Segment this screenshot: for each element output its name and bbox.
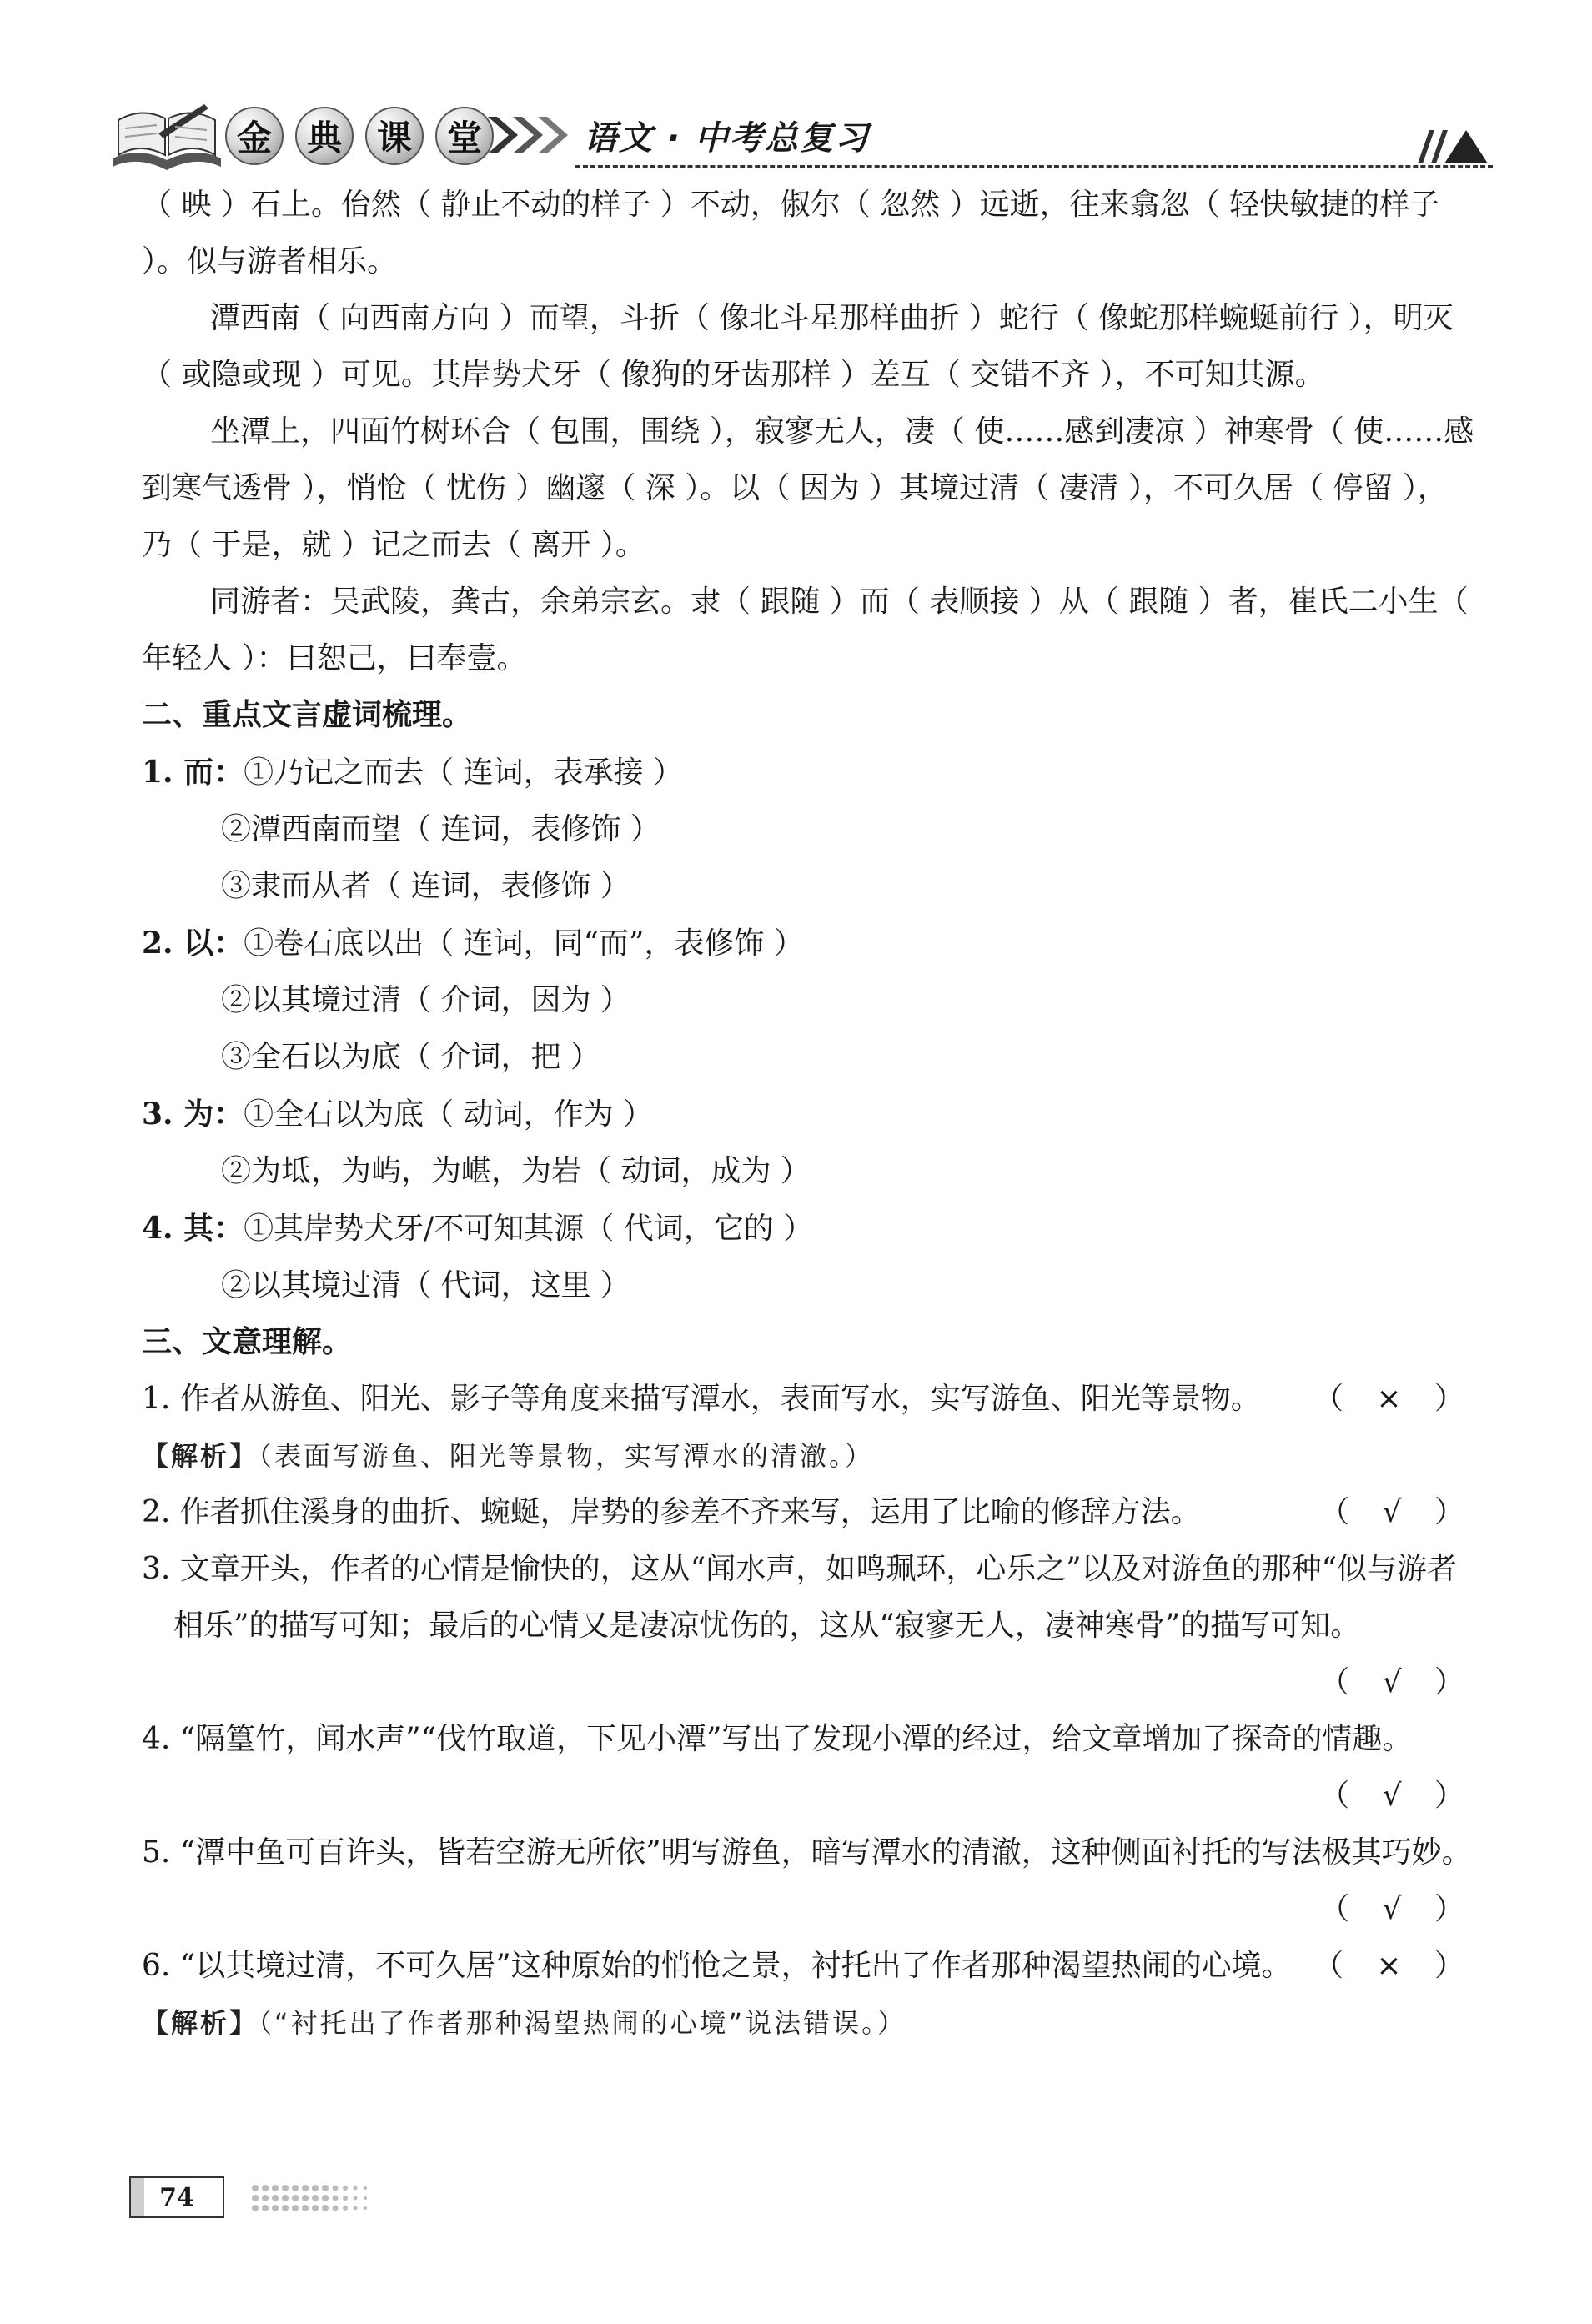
chevron-right-icon	[484, 110, 575, 160]
analysis-note	[142, 1428, 1476, 1484]
analysis-note	[142, 1995, 1476, 2051]
group-head: 3. 为：	[142, 1097, 244, 1132]
analysis-label: 【解析】	[142, 1440, 259, 1472]
list-item: ③全石以为底（ 介词，把 ）	[221, 1040, 600, 1074]
answer-row	[142, 1654, 1476, 1711]
section-title: 三、文意理解。	[142, 1325, 353, 1359]
question-item	[142, 1541, 1476, 1654]
paragraph: （ 映 ）石上。佁然（ 静止不动的样子 ）不动，俶尔（ 忽然 ）远逝，往来翕忽（ 轻快敏捷的样子 ）。似与游者相乐。	[142, 188, 1440, 279]
answer-mark: （ √ ）	[1319, 1665, 1476, 1699]
dots-decoration-icon	[250, 2181, 500, 2211]
answer-row	[142, 1881, 1476, 1938]
stripes-decoration-icon	[1418, 125, 1493, 163]
analysis-text: （表面写游鱼、阳光等景物，实写潭水的清澈。）	[259, 1440, 875, 1472]
brand-char: 课	[365, 107, 424, 165]
question-item	[142, 1938, 1476, 1995]
answer-mark: （ × ）	[1313, 1949, 1476, 1983]
group-head: 4. 其：	[142, 1211, 244, 1246]
answer-mark: （ √ ）	[1319, 1892, 1476, 1926]
question-item	[142, 1484, 1476, 1541]
list-item: ②以其境过清（ 代词，这里 ）	[221, 1268, 630, 1303]
list-item: ②为坻，为屿，为嵁，为岩（ 动词，成为 ）	[221, 1154, 811, 1188]
question-text: 3. 文章开头，作者的心情是愉快的，这从“闻水声，如鸣珮环，心乐之”以及对游鱼的那种“似与游者相乐”的描写可知；最后的心情又是凄凉忧伤的，这从“寂寥无人，凄神寒骨”的描写可知。	[142, 1552, 1458, 1643]
question-item	[142, 1825, 1476, 1881]
main-content	[142, 177, 1476, 2051]
list-item: ①乃记之而去（ 连词，表承接 ）	[244, 755, 684, 790]
question-item	[142, 1371, 1476, 1428]
list-item: ①其岸势犬牙/不可知其源（ 代词，它的 ）	[244, 1212, 814, 1246]
question-text: 4. “隔篁竹，闻水声”“伐竹取道，下见小潭”写出了发现小潭的经过，给文章增加了探奇的情趣。	[142, 1722, 1413, 1756]
analysis-label: 【解析】	[142, 2007, 259, 2039]
brand-char: 典	[295, 107, 354, 165]
page-header	[108, 92, 1484, 175]
function-word-group	[142, 744, 1476, 915]
header-divider	[575, 165, 1493, 168]
question-text: 1. 作者从游鱼、阳光、影子等角度来描写潭水，表面写水，实写游鱼、阳光等景物。	[142, 1382, 1261, 1416]
list-item: ①卷石底以出（ 连词，同“而”，表修饰 ）	[244, 926, 804, 961]
question-item	[142, 1711, 1476, 1768]
page-footer	[129, 2176, 546, 2226]
paragraph: 潭西南（ 向西南方向 ）而望，斗折（ 像北斗星那样曲折 ）蛇行（ 像蛇那样蜿蜒前行 ），明灭（ 或隐或现 ）可见。其岸势犬牙（ 像狗的牙齿那样 ）差互（ 交错不齐 ），不可知其源。	[142, 301, 1454, 392]
question-text: 2. 作者抓住溪身的曲折、蜿蜒，岸势的参差不齐来写，运用了比喻的修辞方法。	[142, 1495, 1201, 1529]
list-item: ②以其境过清（ 介词，因为 ）	[221, 983, 630, 1017]
paragraph: 同游者：吴武陵，龚古，余弟宗玄。隶（ 跟随 ）而（ 表顺接 ）从（ 跟随 ）者，崔氏二小生（ 年轻人 ）：曰恕己，曰奉壹。	[142, 585, 1469, 675]
function-word-group	[142, 1200, 1476, 1314]
brand-title	[225, 107, 494, 165]
list-item: ①全石以为底（ 动词，作为 ）	[244, 1097, 654, 1132]
paragraph: 坐潭上，四面竹树环合（ 包围，围绕 ），寂寥无人，凄（ 使……感到凄凉 ）神寒骨（ 使……感到寒气透骨 ），悄怆（ 忧伤 ）幽邃（ 深 ）。以（ 因为 ）其境过清（ 凄清 ），不可久居（ 停留 ），乃（ 于是，就 ）记之而去（ 离开 ）。	[142, 414, 1474, 562]
function-word-group	[142, 1086, 1476, 1200]
group-head: 1. 而：	[142, 755, 244, 790]
open-book-icon	[108, 100, 225, 175]
page-number: 74	[129, 2176, 224, 2218]
brand-char: 金	[225, 107, 284, 165]
answer-mark: （ √ ）	[1319, 1495, 1476, 1529]
section-title: 二、重点文言虚词梳理。	[142, 698, 473, 732]
list-item: ②潭西南而望（ 连词，表修饰 ）	[221, 812, 660, 846]
brand-char: 堂	[435, 107, 494, 165]
list-item: ③隶而从者（ 连词，表修饰 ）	[221, 869, 630, 903]
question-text: 6. “以其境过清，不可久居”这种原始的悄怆之景，衬托出了作者那种渴望热闹的心境。	[142, 1949, 1292, 1983]
analysis-text: （“衬托出了作者那种渴望热闹的心境”说法错误。）	[259, 2007, 907, 2039]
question-text: 5. “潭中鱼可百许头，皆若空游无所依”明写游鱼，暗写潭水的清澈，这种侧面衬托的写法极其巧妙。	[142, 1835, 1472, 1870]
group-head: 2. 以：	[142, 926, 244, 961]
answer-mark: （ × ）	[1313, 1382, 1476, 1416]
answer-mark: （ √ ）	[1319, 1779, 1476, 1813]
answer-row	[142, 1768, 1476, 1825]
subject-title: 语文 · 中考总复习	[584, 119, 871, 158]
function-word-group	[142, 915, 1476, 1086]
